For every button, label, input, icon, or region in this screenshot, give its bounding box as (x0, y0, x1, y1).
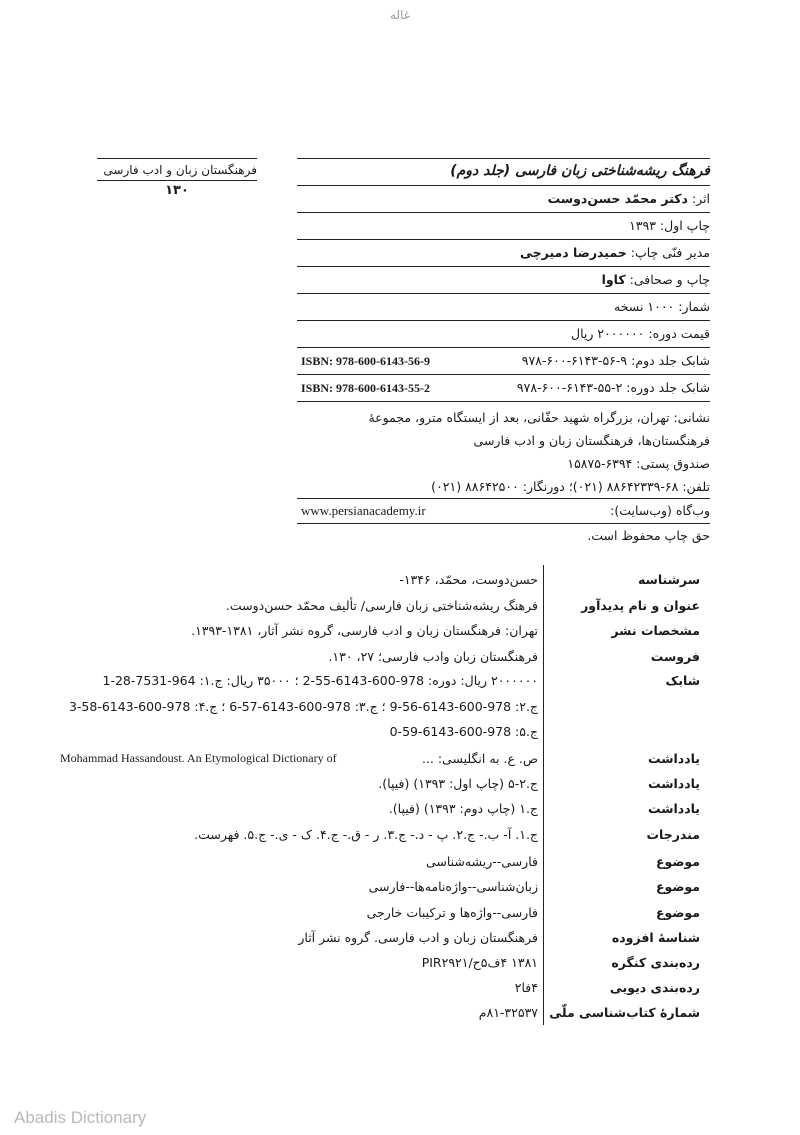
catalog-value: ص. ع. به انگلیسی: ... (421, 751, 538, 766)
website-link[interactable]: www.persianacademy.ir (301, 503, 426, 518)
art-director-row (297, 239, 710, 266)
catalog-label: مشخصات نشر (611, 623, 700, 638)
catalog-value: ج.۲: 978-600-6143-56-9 ؛ ج.۳: 978-600-6143-57-6 ؛ ج.۴: 978-600-6143-58-3 (68, 699, 538, 714)
printing-row (297, 266, 710, 293)
isbn-set-fa: شابک جلد دوره: ۲-۵۵-۶۱۴۳-۶۰۰-۹۷۸ (516, 380, 710, 395)
header-word: غاله (389, 8, 411, 22)
series-box (97, 158, 257, 198)
catalog-label: فروست (650, 649, 700, 664)
catalog-value: ج.۱. آ- ب.- ج.۲. پ - د.- ج.۳. ر - ق.- ج.۴. ک - ی.- ج.۵. فهرست. (194, 827, 538, 842)
catalog-value-en: Mohammad Hassandoust. An Etymological Dictionary of (60, 751, 337, 765)
address-block (297, 401, 710, 498)
copyright-notice: حق چاپ محفوظ است. (587, 528, 710, 543)
copies-row (297, 293, 710, 320)
catalog-value: ۲۰۰۰۰۰۰ ریال: دوره: 978-600-6143-55-2 ؛ ۳۵۰۰۰ ریال: ج.۱: 964-7531-28-1 (102, 673, 538, 688)
catalog-value: فرهنگستان زبان وادب فارسی؛ ۲۷، ۱۳۰. (328, 649, 538, 664)
art-director-name: حمیدرضا دمیرچی (520, 245, 627, 260)
edition-label: چاپ اول: (659, 218, 710, 233)
catalog-label: یادداشت (647, 751, 700, 766)
catalog-label: مندرجات (646, 827, 700, 842)
catalog-label: موضوع (655, 879, 700, 894)
book-title: فرهنگ ریشه‌شناختی زبان فارسی (جلد دوم) (450, 163, 710, 179)
website-row (297, 498, 710, 524)
catalog-value: ۱۳۸۱ ۴ف۵ح/PIR۲۹۲۱ (421, 955, 538, 970)
website-label: وب‌گاه (وب‌سایت): (610, 503, 710, 518)
series-number: ۱۳۰ (165, 183, 189, 198)
catalog-value: ج.۵: 978-600-6143-59-0 (389, 724, 538, 739)
author-label: اثر: (691, 191, 710, 206)
isbn-vol2-en: ISBN: 978-600-6143-56-9 (301, 354, 430, 368)
catalog-value: زبان‌شناسی--واژه‌نامه‌ها--فارسی (368, 879, 538, 894)
edition-year: ۱۳۹۳ (629, 218, 656, 233)
catalog-label: رده‌بندی دیویی (609, 980, 700, 995)
address-line: نشانی: تهران، بزرگراه شهید حقّانی، بعد از ایستگاه مترو، مجموعۀ (368, 410, 710, 425)
catalog-value: ج.۱ (چاپ دوم: ۱۳۹۳) (فیپا). (388, 801, 538, 816)
catalog-value: ۸۱-۳۲۵۳۷م (478, 1005, 538, 1020)
catalog-value: ۴فا۲ (514, 980, 538, 995)
edition-row (297, 212, 710, 239)
catalog-value: حسن‌دوست، محمّد، ۱۳۴۶- (399, 572, 538, 587)
catalog-label: یادداشت (647, 801, 700, 816)
catalog-label: موضوع (655, 905, 700, 920)
postal-box: صندوق پستی: ۶۳۹۴-۱۵۸۷۵ (567, 456, 710, 471)
catalog-value: فارسی--واژه‌ها و ترکیبات خارجی (366, 905, 538, 920)
catalog-divider (543, 565, 544, 1025)
copies: شمار: ۱۰۰۰ نسخه (614, 299, 710, 314)
catalog-table (60, 565, 700, 1025)
catalog-label: یادداشت (647, 776, 700, 791)
book-title-row (297, 158, 710, 185)
catalog-label: شناسهٔ افزوده (611, 930, 700, 945)
price: قیمت دوره: ۲۰۰۰۰۰۰ ریال (571, 326, 710, 341)
isbn-set-row (297, 374, 710, 401)
isbn-vol2-row (297, 347, 710, 374)
catalog-value: فرهنگ ریشه‌شناختی زبان فارسی/ تألیف محمّد حسن‌دوست. (225, 598, 538, 613)
catalog-value: ج.۲-۵ (چاپ اول: ۱۳۹۳) (فیپا). (378, 776, 538, 791)
catalog-label: سرشناسه (637, 572, 700, 587)
isbn-set-en: ISBN: 978-600-6143-55-2 (301, 381, 430, 395)
watermark: Abadis Dictionary (14, 1108, 147, 1127)
series-name: فرهنگستان زبان و ادب فارسی (103, 163, 257, 177)
catalog-value: فرهنگستان زبان و ادب فارسی. گروه نشر آثار (298, 930, 538, 945)
catalog-label: عنوان و نام پدیدآور (581, 598, 700, 613)
author-name: دکتر محمّد حسن‌دوست (547, 191, 688, 206)
catalog-label: شابک (665, 673, 700, 688)
printing-house: کاوا (601, 272, 626, 287)
catalog-label: موضوع (655, 854, 700, 869)
catalog-value: تهران: فرهنگستان زبان و ادب فارسی، گروه نشر آثار، ۱۳۸۱-۱۳۹۳. (191, 623, 538, 638)
publication-info (297, 158, 710, 524)
printing-label: چاپ و صحافی: (629, 272, 710, 287)
author-row (297, 185, 710, 212)
catalog-value: فارسی--ریشه‌شناسی (425, 854, 538, 869)
art-director-label: مدیر فنّی چاپ: (630, 245, 710, 260)
catalog-label: شمارهٔ کتاب‌شناسی ملّی (549, 1005, 700, 1020)
isbn-vol2-fa: شابک جلد دوم: ۹-۵۶-۶۱۴۳-۶۰۰-۹۷۸ (521, 353, 710, 368)
catalog-label: رده‌بندی کنگره (611, 955, 700, 970)
phone-fax: تلفن: ۶۸-۸۸۶۴۲۳۳۹ (۰۲۱)؛ دورنگار: ۸۸۶۴۲۵۰۰ (۰۲۱) (431, 479, 710, 494)
price-row (297, 320, 710, 347)
address-line: فرهنگستان‌ها، فرهنگستان زبان و ادب فارسی (473, 433, 710, 448)
